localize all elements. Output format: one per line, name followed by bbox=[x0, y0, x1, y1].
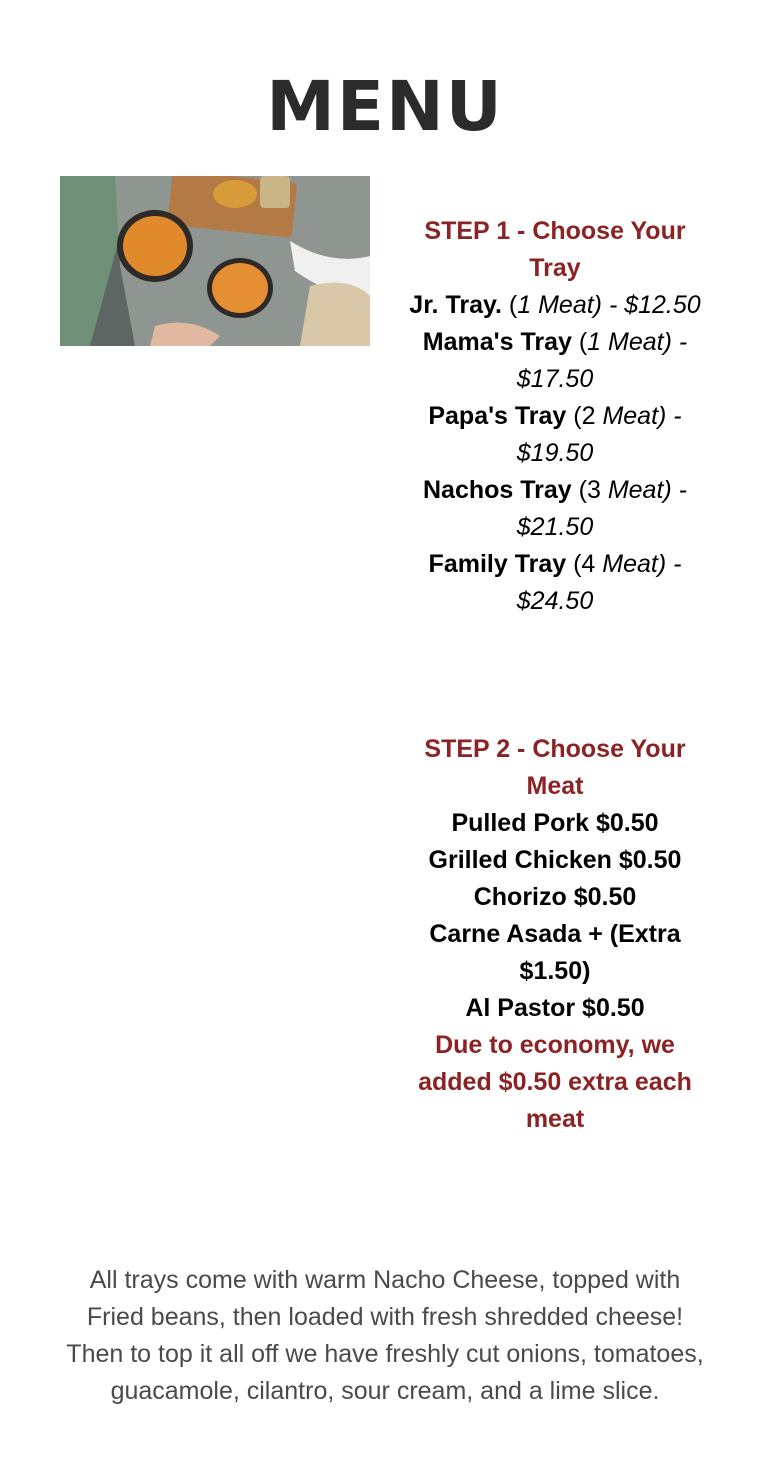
tray-open: (4 bbox=[566, 550, 603, 578]
meat-item: Carne Asada + (Extra $1.50) bbox=[429, 920, 681, 985]
tray-price: 1 Meat) - $12.50 bbox=[517, 291, 701, 319]
tray-name: Papa's Tray bbox=[428, 402, 567, 430]
meat-item: Al Pastor $0.50 bbox=[465, 994, 645, 1022]
step1-heading: STEP 1 - Choose Your Tray bbox=[424, 217, 686, 282]
page-title: MENU bbox=[266, 67, 504, 147]
step2-heading: STEP 2 - Choose Your Meat bbox=[424, 735, 686, 800]
tray-item bbox=[400, 546, 710, 620]
tray-item bbox=[400, 324, 710, 398]
price-notice: Due to economy, we added $0.50 extra each meat bbox=[418, 1031, 692, 1133]
menu-photo bbox=[60, 176, 370, 346]
tray-name: Family Tray bbox=[428, 550, 567, 578]
description-line: All trays come with warm Nacho Cheese, topped with Fried beans, then loaded with fresh shredded cheese! bbox=[86, 1266, 684, 1331]
tray-item bbox=[400, 472, 710, 546]
meat-item: Pulled Pork $0.50 bbox=[451, 809, 659, 837]
tray-price: Meat) - $21.50 bbox=[516, 476, 687, 541]
tray-name: Jr. Tray. bbox=[409, 291, 502, 319]
tray-price: 1 Meat) - $17.50 bbox=[516, 328, 688, 393]
tray-description bbox=[60, 1262, 710, 1410]
tray-price: Meat) - $19.50 bbox=[516, 402, 682, 467]
tray-open: (2 bbox=[566, 402, 603, 430]
tray-name: Nachos Tray bbox=[423, 476, 572, 504]
meat-item: Chorizo $0.50 bbox=[473, 883, 637, 911]
meat-item: Grilled Chicken $0.50 bbox=[428, 846, 682, 874]
tray-open: ( bbox=[501, 291, 518, 319]
tray-open: ( bbox=[571, 328, 588, 356]
tray-name: Mama's Tray bbox=[422, 328, 572, 356]
step1-section bbox=[400, 213, 710, 620]
tray-item bbox=[400, 287, 710, 324]
tray-open: (3 bbox=[571, 476, 608, 504]
description-line: Then to top it all off we have freshly cut onions, tomatoes, guacamole, cilantro, sour cream, and a lime slice. bbox=[66, 1340, 704, 1405]
tray-price: Meat) - $24.50 bbox=[516, 550, 682, 615]
step2-section bbox=[400, 731, 710, 1138]
tray-item bbox=[400, 398, 710, 472]
